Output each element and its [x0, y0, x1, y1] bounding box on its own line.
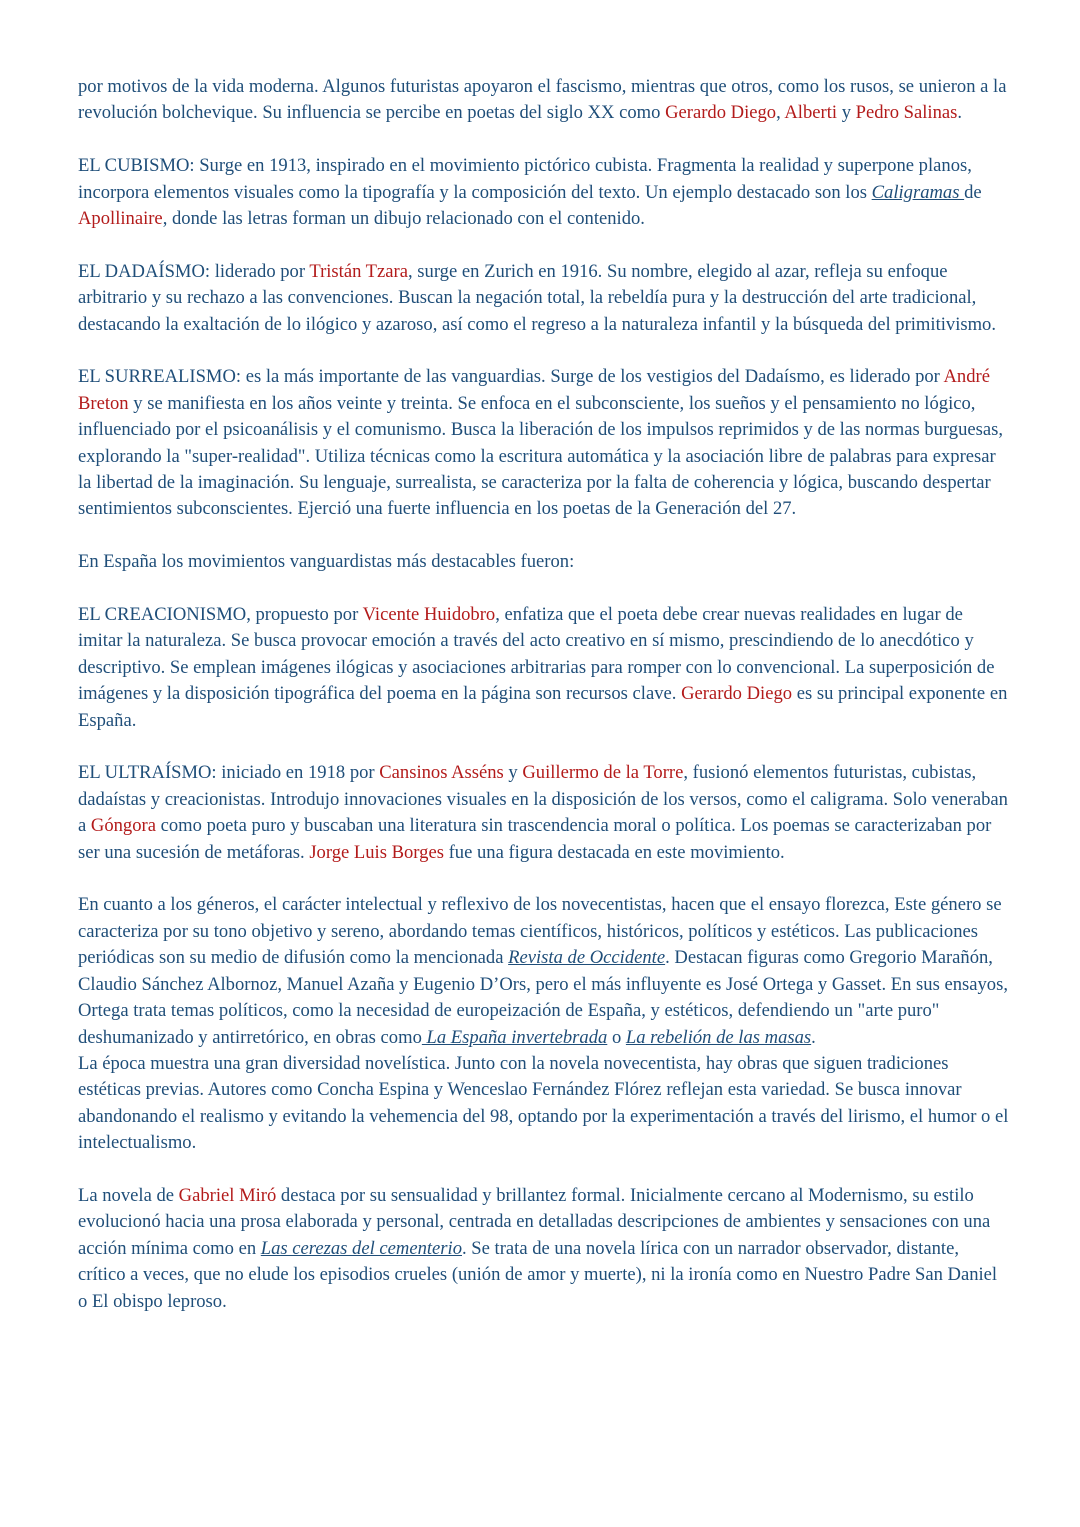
text-run: de — [964, 181, 982, 203]
text-run: En cuanto a los géneros, el carácter intelectual y reflexivo de los novecentistas, hacen que el ensayo florezca, Este género se caracteriza por su tono objetivo y sereno, abordando temas científicos, históricos, políticos y estéticos. Las publicaciones periódicas son su medio de difusión como la mencionada — [78, 894, 1002, 969]
text-run: y — [837, 102, 856, 124]
text-run: , surge en Zurich en 1916. Su nombre, elegido al azar, refleja su enfoque arbitrario y su rechazo a las convenciones. Buscan la negación total, la rebeldía pura y la destrucción del arte tradicional, destacando la exaltación de lo ilógico y azaroso, así como el regreso a la naturaleza infantil y la búsqueda del primitivismo. — [78, 260, 997, 335]
author-name: Guillermo de la Torre — [522, 762, 684, 784]
text-run: En España los movimientos vanguardistas más destacables fueron: — [78, 551, 575, 573]
text-run: destaca por su sensualidad y brillantez formal. Inicialmente cercano al Modernismo, su estilo evolucionó hacia una prosa elaborada y personal, centrada en detalladas descripciones de ambientes y sensaciones con una acción mínima como en — [78, 1184, 991, 1259]
text-run: EL DADAÍSMO: liderado por — [78, 260, 310, 282]
author-name: Alberti — [784, 102, 838, 124]
work-title: Las cerezas del cementerio — [260, 1237, 462, 1259]
text-run: EL CREACIONISMO, propuesto por — [78, 604, 363, 626]
paragraph-ultraismo — [78, 760, 1010, 866]
author-name: Góngora — [90, 815, 156, 837]
text-run: por motivos de la vida moderna. Algunos futuristas apoyaron el fascismo, mientras que otros, como los rusos, se unieron a la revolución bolchevique. Su influencia se percibe en poetas del siglo XX como — [78, 76, 1007, 124]
author-name: Cansinos Asséns — [379, 762, 504, 784]
author-name: Pedro Salinas — [855, 102, 958, 124]
text-run: EL ULTRAÍSMO: iniciado en 1918 por — [78, 762, 380, 784]
paragraph-miro — [78, 1183, 1010, 1315]
work-title: La rebelión de las masas — [625, 1026, 812, 1048]
paragraph-novela — [78, 1051, 1010, 1157]
text-run: La época muestra una gran diversidad novelística. Junto con la novela novecentista, hay obras que siguen tradiciones estéticas previas. Autores como Concha Espina y Wenceslao Fernández Flórez reflejan esta variedad. Se busca innovar abandonando el realismo y evitando la vehemencia del 98, optando por la experimentación a través del lirismo, el humor o el intelectualismo. — [78, 1052, 1009, 1154]
text-run: es su principal exponente en España. — [78, 683, 1008, 731]
text-run: , — [776, 102, 785, 124]
text-run: , fusionó elementos futuristas, cubistas, dadaístas y creacionistas. Introdujo innovaciones visuales en la disposición de los versos, como el caligrama. Solo veneraban a — [78, 762, 1008, 837]
text-run: , donde las letras forman un dibujo relacionado con el contenido. — [162, 208, 645, 230]
text-run: . — [811, 1026, 816, 1048]
text-run: EL SURREALISMO: es la más importante de las vanguardias. Surge de los vestigios del Dadaísmo, es liderado por — [78, 366, 944, 388]
text-run: fue una figura destacada en este movimiento. — [443, 841, 785, 863]
author-name: Gerardo Diego — [665, 102, 777, 124]
author-name: Vicente Huidobro — [362, 604, 496, 626]
paragraph-creacionismo — [78, 602, 1010, 734]
text-run: y se manifiesta en los años veinte y treinta. Se enfoca en el subconsciente, los sueños y el pensamiento no lógico, influenciado por el psicoanálisis y el comunismo. Busca la liberación de los impulsos reprimidos y de las normas burguesas, explorando la "super-realidad". Utiliza técnicas como la escritura automática y la asociación libre de palabras para expresar la libertad de la imaginación. Su lenguaje, surrealista, se caracteriza por la falta de coherencia y lógica, buscando despertar sentimientos subconscientes. Ejerció una fuerte influencia en los poetas de la Generación del 27. — [78, 392, 1004, 520]
author-name: Gabriel Miró — [178, 1184, 277, 1206]
text-run: . Destacan figuras como Gregorio Marañón, Claudio Sánchez Albornoz, Manuel Azaña y Eugenio D’Ors, pero el más influyente es José Ortega y Gasset. En sus ensayos, Ortega trata temas políticos, como la necesidad de europeización de España, y estéticos, defendiendo un "arte puro" deshumanizado y antirretórico, en obras como — [78, 947, 1008, 1048]
author-name: Gerardo Diego — [681, 683, 793, 705]
text-run: La novela de — [78, 1184, 179, 1206]
paragraph-espana-intro — [78, 549, 1010, 575]
work-title: Caligramas — [871, 181, 965, 203]
paragraph-surrealismo — [78, 364, 1010, 522]
paragraph-futurismo-cont — [78, 74, 1010, 127]
author-name: Jorge Luis Borges — [309, 841, 444, 863]
paragraph-cubismo — [78, 153, 1010, 232]
paragraph-ensayo — [78, 892, 1010, 1050]
text-run: , enfatiza que el poeta debe crear nuevas realidades en lugar de imitar la naturaleza. Se busca provocar emoción a través del acto creativo en sí mismo, prescindiendo de lo anecdótico y descriptivo. Se emplean imágenes ilógicas y asociaciones arbitrarias para romper con lo convencional. La superposición de imágenes y la disposición tipográfica del poema en la página son recursos clave. — [78, 604, 995, 705]
text-run: o — [607, 1026, 626, 1048]
author-name: Apollinaire — [78, 208, 163, 230]
text-run: EL CUBISMO: Surge en 1913, inspirado en el movimiento pictórico cubista. Fragmenta la realidad y superpone planos, incorpora elementos visuales como la tipografía y la composición del texto. Un ejemplo destacado son los — [78, 155, 972, 203]
work-title: Revista de Occidente — [508, 947, 666, 969]
text-run: como poeta puro y buscaban una literatura sin trascendencia moral o política. Los poemas se caracterizaban por ser una sucesión de metáforas. — [78, 815, 992, 863]
text-run: . — [957, 102, 963, 124]
text-run: y — [503, 762, 523, 784]
author-name: Tristán Tzara — [309, 260, 408, 282]
text-run: . Se trata de una novela lírica con un narrador observador, distante, crítico a veces, que no elude los episodios crueles (unión de amor y muerte), ni la ironía como en Nuestro Padre San Daniel o El obispo leproso. — [78, 1237, 998, 1312]
paragraph-dadaismo — [78, 259, 1010, 338]
work-title: La España invertebrada — [421, 1026, 608, 1048]
author-name: André Breton — [78, 366, 990, 414]
